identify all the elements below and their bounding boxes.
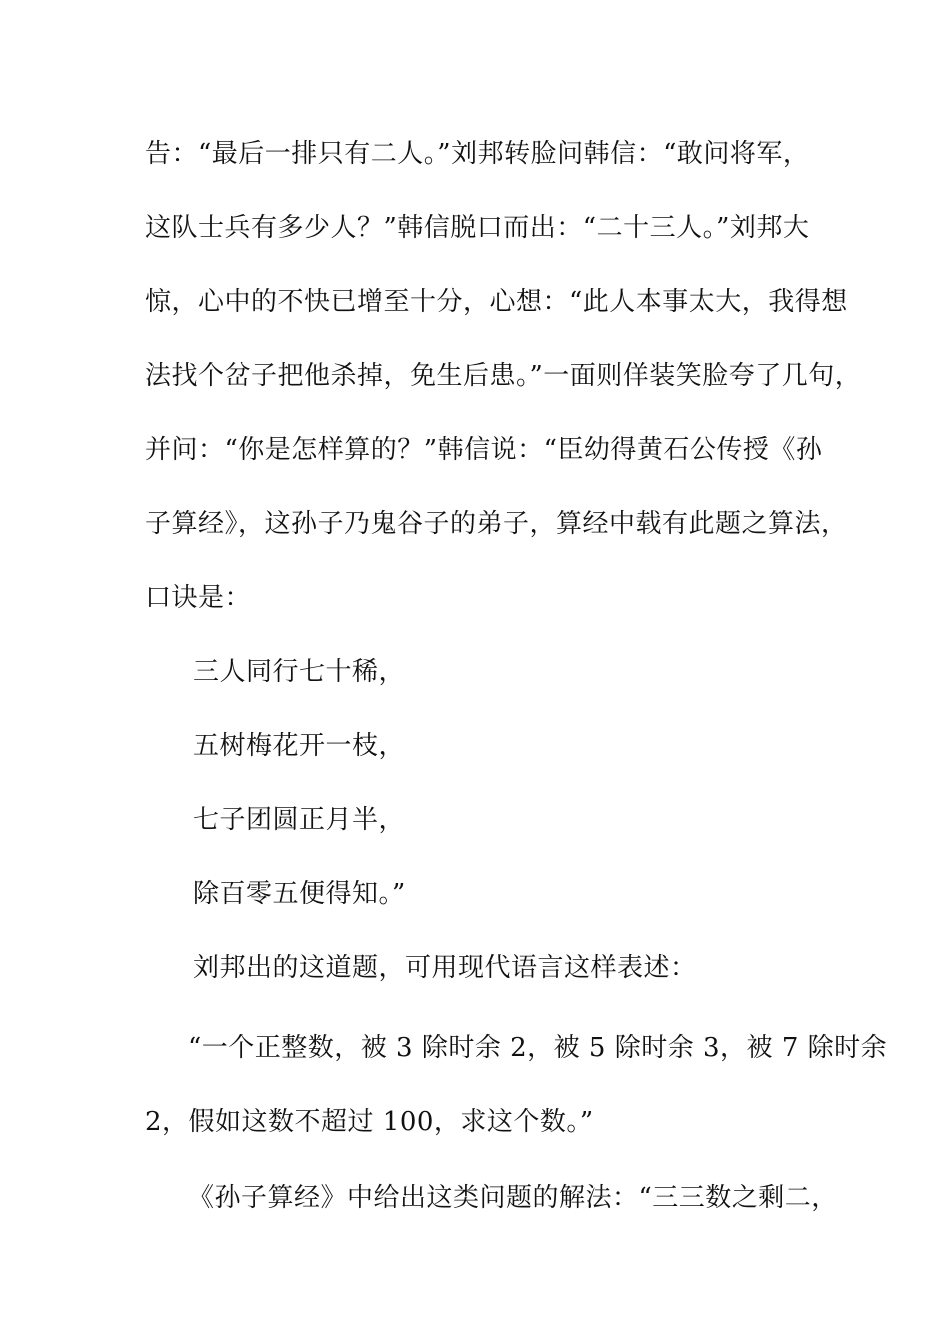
paragraph-line: 这队士兵有多少人？”韩信脱口而出：“二十三人。”刘邦大 — [145, 213, 810, 243]
verse-line: 除百零五便得知。” — [193, 879, 406, 909]
paragraph-line: 惊，心中的不快已增至十分，心想：“此人本事太大，我得想 — [145, 287, 848, 317]
paragraph-line: 2，假如这数不超过 100，求这个数。” — [145, 1107, 594, 1137]
verse-line: 五树梅花开一枝， — [193, 731, 406, 761]
verse-line: 三人同行七十稀， — [193, 657, 406, 687]
paragraph-line: 刘邦出的这道题，可用现代语言这样表述： — [193, 953, 697, 983]
paragraph-line: 《孙子算经》中给出这类问题的解法：“三三数之剩二， — [188, 1183, 838, 1213]
paragraph-line: “一个正整数，被 3 除时余 2，被 5 除时余 3，被 7 除时余 — [188, 1033, 888, 1063]
verse-line: 七子团圆正月半， — [193, 805, 406, 835]
paragraph-line: 口诀是： — [145, 583, 252, 613]
paragraph-line: 告：“最后一排只有二人。”刘邦转脸问韩信：“敢问将军， — [145, 139, 810, 169]
paragraph-line: 子算经》，这孙子乃鬼谷子的弟子，算经中载有此题之算法， — [145, 509, 848, 539]
paragraph-line: 法找个岔子把他杀掉，免生后患。”一面则佯装笑脸夸了几句， — [145, 361, 862, 391]
paragraph-line: 并问：“你是怎样算的？”韩信说：“臣幼得黄石公传授《孙 — [145, 435, 823, 465]
